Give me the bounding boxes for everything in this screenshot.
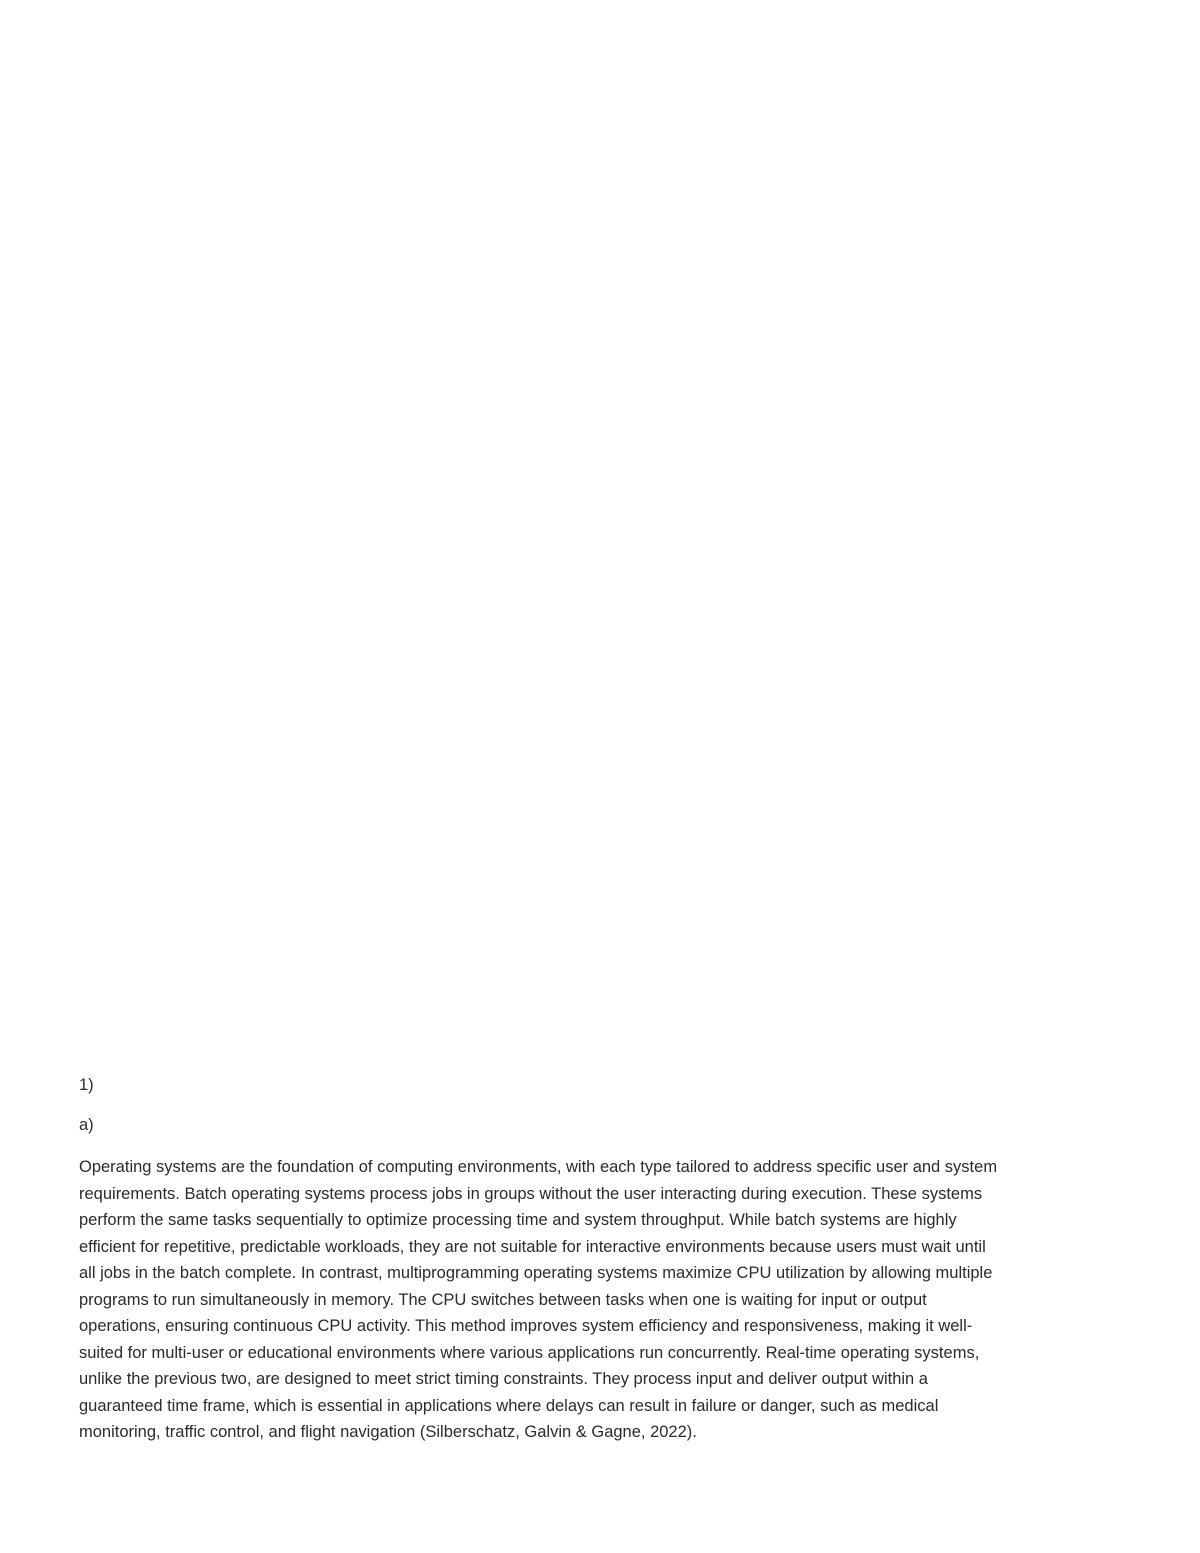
paragraph-line: requirements. Batch operating systems process jobs in groups without the user interacting during execution. These systems [79,1184,983,1203]
paragraph-line: guaranteed time frame, which is essential in applications where delays can result in failure or danger, such as medical [79,1396,939,1415]
paragraph-line: unlike the previous two, are designed to meet strict timing constraints. They process input and deliver output within a [79,1370,928,1388]
paragraph-line: monitoring, traffic control, and flight navigation (Silberschatz, Galvin & Gagne, 2022). [79,1423,697,1441]
paragraph-line: perform the same tasks sequentially to optimize processing time and system throughput. While batch systems are highly [79,1211,957,1229]
answer-paragraph [79,1154,1139,1446]
paragraph-line: suited for multi-user or educational environments where various applications run concurrently. Real-time operating systems, [79,1343,980,1362]
question-number: 1) [79,1076,94,1094]
paragraph-line: efficient for repetitive, predictable workloads, they are not suitable for interactive environments because users must wait until [79,1237,986,1256]
paragraph-line: operations, ensuring continuous CPU activity. This method improves system efficiency and responsiveness, making it well- [79,1317,973,1335]
paragraph-line: all jobs in the batch complete. In contrast, multiprogramming operating systems maximize CPU utilization by allowing multiple [79,1264,993,1282]
paragraph-line: programs to run simultaneously in memory. The CPU switches between tasks when one is waiting for input or output [79,1290,927,1309]
part-label: a) [79,1116,94,1134]
paragraph-line: Operating systems are the foundation of computing environments, with each type tailored to address specific user and system [79,1158,998,1176]
